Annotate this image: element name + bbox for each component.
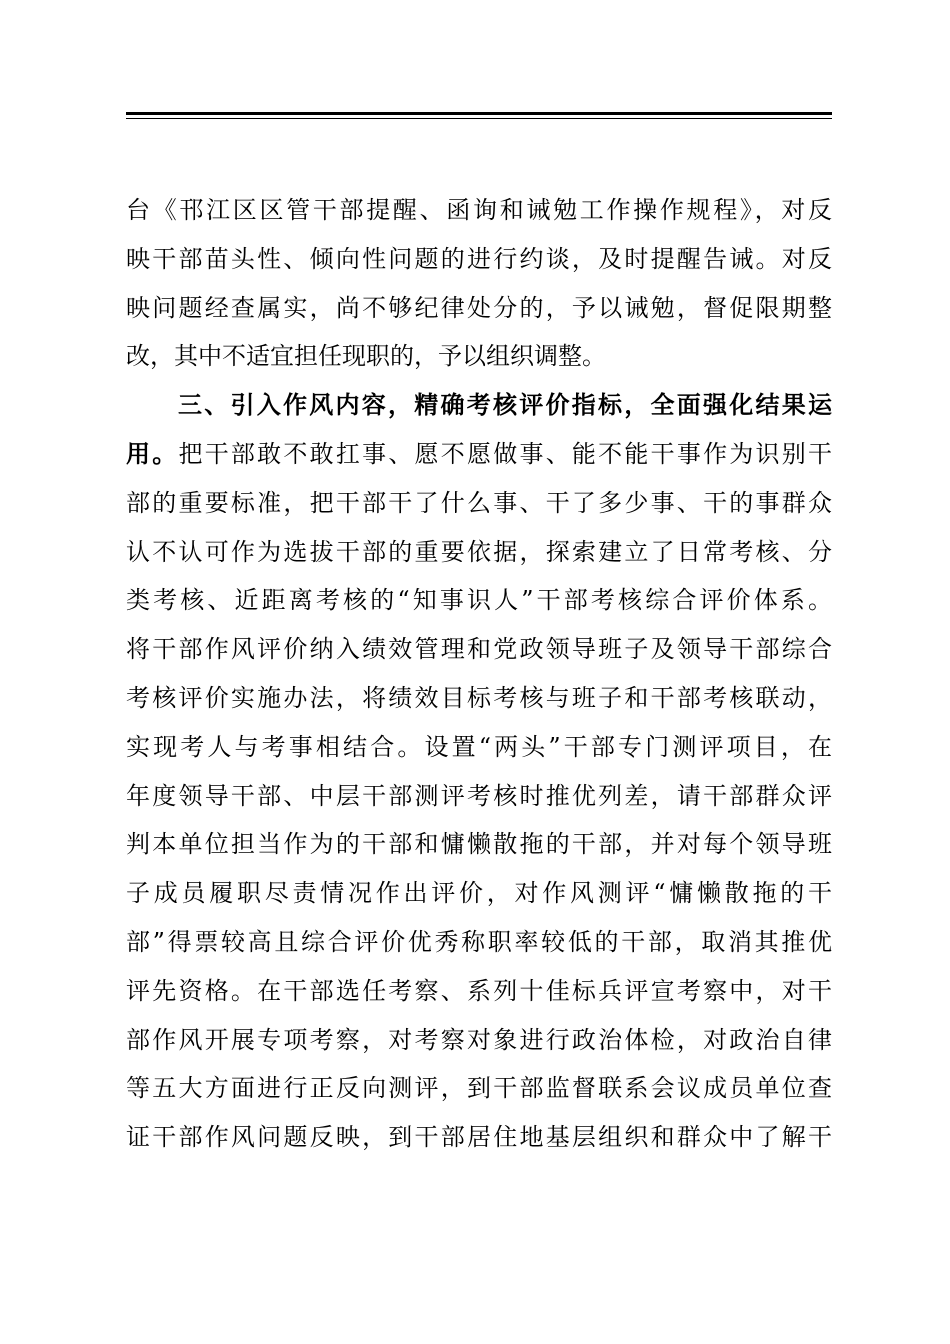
text-line: 评先资格。在干部选任考察、系列十佳标兵评宣考察中，对干 bbox=[126, 976, 832, 1005]
text-line: 证干部作风问题反映，到干部居住地基层组织和群众中了解干 bbox=[126, 1123, 832, 1152]
text-line: 部的重要标准，把干部干了什么事、干了多少事、干的事群众 bbox=[126, 488, 832, 517]
text-line bbox=[126, 430, 832, 479]
text-line: 部作风开展专项考察，对考察对象进行政治体检，对政治自律 bbox=[126, 1025, 832, 1054]
text-line: 改，其中不适宜担任现职的，予以组织调整。 bbox=[126, 342, 606, 371]
section-heading: 三、引入作风内容，精确考核评价指标，全面强化结果运 bbox=[178, 390, 832, 420]
text-line: 台《邗江区区管干部提醒、函询和诫勉工作操作规程》，对反 bbox=[126, 196, 832, 224]
text-line: 将干部作风评价纳入绩效管理和党政领导班子及领导干部综合 bbox=[126, 635, 832, 664]
text-line: 考核评价实施办法，将绩效目标考核与班子和干部考核联动， bbox=[126, 683, 832, 712]
header-double-rule bbox=[126, 112, 832, 119]
text-line: 映干部苗头性、倾向性问题的进行约谈，及时提醒告诫。对反 bbox=[126, 244, 832, 273]
text-line: 年度领导干部、中层干部测评考核时推优列差，请干部群众评 bbox=[126, 781, 832, 810]
text-line-rest: 把干部敢不敢扛事、愿不愿做事、能不能干事作为识别干 bbox=[178, 439, 833, 468]
text-line: 实现考人与考事相结合。设置“两头”干部专门测评项目，在 bbox=[126, 732, 832, 761]
text-line: 子成员履职尽责情况作出评价，对作风测评“慵懒散拖的干 bbox=[126, 879, 832, 908]
text-line: 部”得票较高且综合评价优秀称职率较低的干部，取消其推优 bbox=[126, 927, 832, 956]
text-line: 映问题经查属实，尚不够纪律处分的，予以诫勉，督促限期整 bbox=[126, 293, 832, 322]
document-body bbox=[126, 186, 832, 1162]
text-line: 认不认可作为选拔干部的重要依据，探索建立了日常考核、分 bbox=[126, 537, 832, 566]
text-line: 等五大方面进行正反向测评，到干部监督联系会议成员单位查 bbox=[126, 1074, 832, 1103]
text-line: 类考核、近距离考核的“知事识人”干部考核综合评价体系。 bbox=[126, 586, 832, 615]
section-heading-end: 用。 bbox=[126, 438, 179, 468]
text-line: 判本单位担当作为的干部和慵懒散拖的干部，并对每个领导班 bbox=[126, 830, 832, 859]
